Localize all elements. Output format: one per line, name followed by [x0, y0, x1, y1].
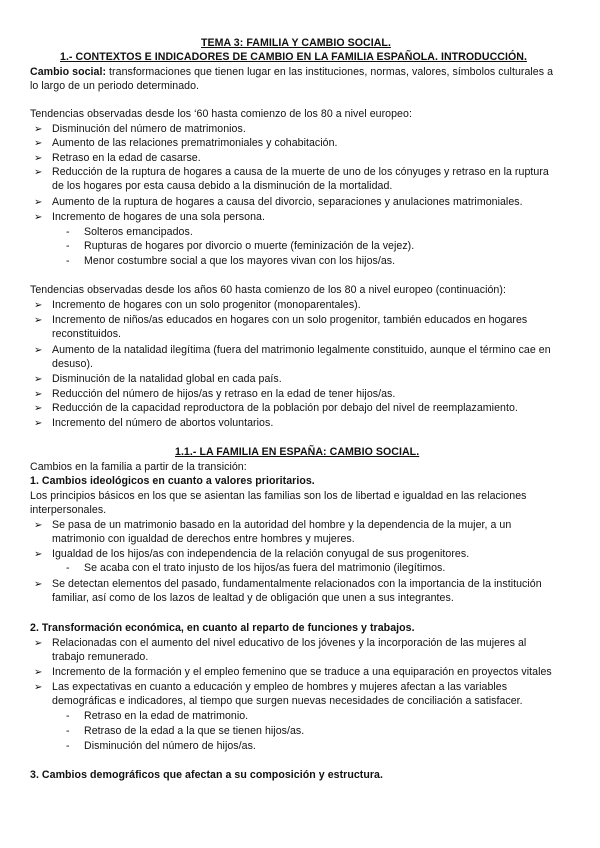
list-item: Reducción de la capacidad reproductora de la población por debajo del nivel de reemplazamiento. — [52, 402, 518, 414]
sub-list-item: Retraso en la edad de matrimonio. — [84, 710, 249, 722]
list-item: Incremento del número de abortos voluntarios. — [52, 417, 274, 429]
heading-3: 3. Cambios demográficos que afectan a su composición y estructura. — [30, 769, 383, 781]
list-item: Reducción de la ruptura de hogares a causa de la muerte de uno de los cónyuges y retraso en la ruptura — [52, 166, 549, 178]
paragraph-cont: interpersonales. — [30, 504, 107, 516]
cambio-social-def: transformaciones que tienen lugar en las instituciones, normas, valores, símbolos culturales a — [106, 66, 554, 78]
list-item: Igualdad de los hijos/as con independencia de la relación conyugal de sus progenitores. — [52, 548, 470, 560]
list-item: Aumento de las relaciones prematrimoniales y cohabitación. — [52, 137, 338, 149]
list-item: Incremento de niños/as educados en hogares con un solo progenitor, también educados en hogares — [52, 314, 528, 326]
list-item: Relacionadas con el aumento del nivel educativo de los jóvenes y la incorporación de las mujeres al — [52, 637, 527, 649]
list-item: Aumento de la ruptura de hogares a causa del divorcio, separaciones y anulaciones matrimoniales. — [52, 196, 523, 208]
sub-list-item: Retraso de la edad a la que se tienen hijos/as. — [84, 725, 305, 737]
list-item: Incremento de la formación y el empleo femenino que se traduce a una equiparación en proyectos vitales — [52, 666, 552, 678]
dash-bullet: - — [66, 725, 70, 737]
list-item: Las expectativas en cuanto a educación y empleo de hombres y mujeres afectan a las variables — [52, 681, 508, 693]
dash-bullet: - — [66, 240, 70, 252]
sub-list-item: Solteros emancipados. — [84, 226, 193, 238]
list-item: Aumento de la natalidad ilegítima (fuera del matrimonio legalmente constituido, aunque el término cae en — [52, 344, 551, 356]
dash-bullet: - — [66, 562, 70, 574]
bullet-arrow-icon: ➢ — [34, 124, 43, 135]
dash-bullet: - — [66, 740, 70, 752]
cambio-social-term: Cambio social: — [30, 66, 107, 78]
list-item: Retraso en la edad de casarse. — [52, 152, 201, 164]
bullet-arrow-icon: ➢ — [34, 167, 43, 178]
bullet-arrow-icon: ➢ — [34, 389, 43, 400]
bullet-arrow-icon: ➢ — [34, 403, 43, 414]
list-item-cont: matrimonio con igualdad de derechos entre hombres y mujeres. — [52, 533, 355, 545]
bullet-arrow-icon: ➢ — [34, 549, 43, 560]
list-item-cont: desuso). — [52, 358, 94, 370]
list-item: Disminución del número de matrimonios. — [52, 123, 246, 135]
bullet-arrow-icon: ➢ — [34, 345, 43, 356]
paragraph: Los principios básicos en los que se asientan las familias son los de libertad e igualdad en las relaciones — [30, 490, 527, 502]
bullet-arrow-icon: ➢ — [34, 300, 43, 311]
bullet-arrow-icon: ➢ — [34, 520, 43, 531]
list-item-cont: demográficas e indicadores, al tiempo que surgen nuevas necesidades de conciliación a satisfacer. — [52, 695, 523, 707]
section-2-intro: Cambios en la familia a partir de la transición: — [30, 461, 247, 473]
sub-list-item: Disminución del número de hijos/as. — [84, 740, 256, 752]
heading-1: 1. Cambios ideológicos en cuanto a valores prioritarios. — [30, 475, 315, 487]
bullet-arrow-icon: ➢ — [34, 579, 43, 590]
cambio-social-definition — [30, 66, 553, 79]
heading-2: 2. Transformación económica, en cuanto al reparto de funciones y trabajos. — [30, 622, 415, 634]
cambio-social-def-cont: lo largo de un periodo determinado. — [30, 80, 200, 92]
list-item: Se pasa de un matrimonio basado en la autoridad del hombre y la dependencia de la mujer, a un — [52, 519, 512, 531]
bullet-arrow-icon: ➢ — [34, 212, 43, 223]
bullet-arrow-icon: ➢ — [34, 153, 43, 164]
list-item: Disminución de la natalidad global en cada país. — [52, 373, 282, 385]
sub-list-item: Se acaba con el trato injusto de los hijos/as fuera del matrimonio (ilegítimos. — [84, 562, 446, 574]
bullet-arrow-icon: ➢ — [34, 638, 43, 649]
list-item-cont: trabajo remunerado. — [52, 651, 149, 663]
bullet-arrow-icon: ➢ — [34, 682, 43, 693]
tendencias-2-intro: Tendencias observadas desde los años 60 hasta comienzo de los 80 a nivel europeo (continuación): — [30, 284, 506, 296]
list-item: Incremento de hogares con un solo progenitor (monoparentales). — [52, 299, 361, 311]
bullet-arrow-icon: ➢ — [34, 315, 43, 326]
list-item-cont: familiar, así como de los lazos de lealtad y de obligación que unen a sus integrantes. — [52, 592, 454, 604]
list-item: Incremento de hogares de una sola persona. — [52, 211, 265, 223]
bullet-arrow-icon: ➢ — [34, 197, 43, 208]
list-item: Reducción del número de hijos/as y retraso en la edad de tener hijos/as. — [52, 388, 396, 400]
dash-bullet: - — [66, 255, 70, 267]
section-1-title: 1.- CONTEXTOS E INDICADORES DE CAMBIO EN LA FAMILIA ESPAÑOLA. INTRODUCCIÓN. — [60, 51, 527, 63]
sub-list-item: Menor costumbre social a que los mayores vivan con los hijos/as. — [84, 255, 396, 267]
list-item-cont: reconstituidos. — [52, 328, 122, 340]
bullet-arrow-icon: ➢ — [34, 667, 43, 678]
list-item-cont: de los hogares por esta causa debido a la disminución de la mortalidad. — [52, 180, 393, 192]
section-2-title: 1.1.- LA FAMILIA EN ESPAÑA: CAMBIO SOCIAL. — [175, 446, 420, 458]
dash-bullet: - — [66, 710, 70, 722]
document-title: TEMA 3: FAMILIA Y CAMBIO SOCIAL. — [201, 37, 391, 49]
sub-list-item: Rupturas de hogares por divorcio o muerte (feminización de la vejez). — [84, 240, 415, 252]
dash-bullet: - — [66, 226, 70, 238]
bullet-arrow-icon: ➢ — [34, 374, 43, 385]
bullet-arrow-icon: ➢ — [34, 138, 43, 149]
tendencias-1-intro: Tendencias observadas desde los ‘60 hasta comienzo de los 80 a nivel europeo: — [30, 108, 412, 120]
bullet-arrow-icon: ➢ — [34, 418, 43, 429]
list-item: Se detectan elementos del pasado, fundamentalmente relacionados con la importancia de la institución — [52, 578, 542, 590]
